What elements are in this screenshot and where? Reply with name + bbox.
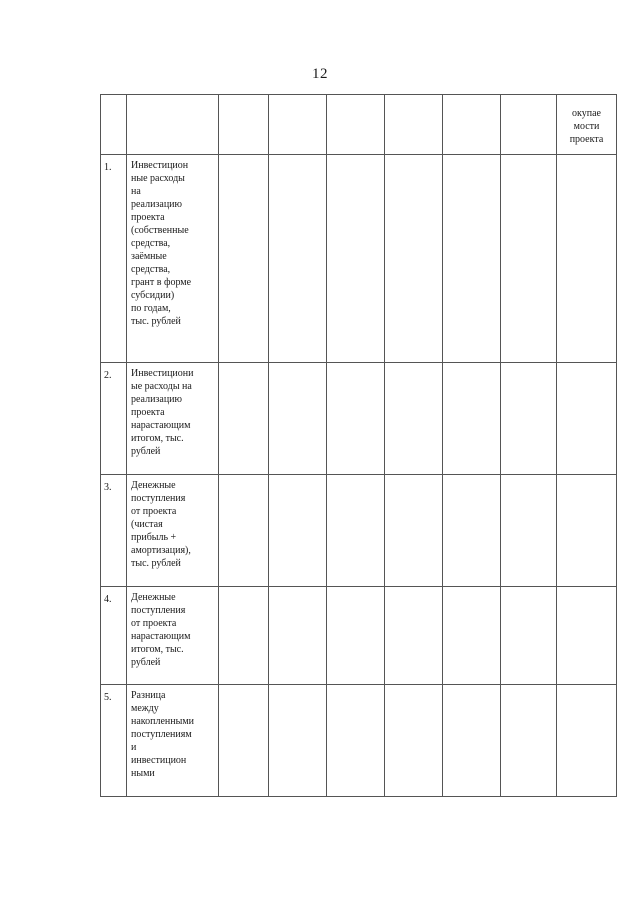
header-row <box>101 95 617 155</box>
data-cell <box>443 685 501 797</box>
data-cell <box>557 475 617 587</box>
data-cell <box>557 685 617 797</box>
table-row <box>101 155 617 363</box>
data-cell <box>219 155 269 363</box>
data-cell <box>219 685 269 797</box>
table-row <box>101 363 617 475</box>
header-cell <box>127 95 219 155</box>
data-cell <box>327 685 385 797</box>
data-cell <box>501 587 557 685</box>
row-label: Денежные поступления от проекта (чистая прибыль + амортизация), тыс. рублей <box>127 475 219 587</box>
header-cell <box>327 95 385 155</box>
page-number: 12 <box>312 66 328 82</box>
data-cell <box>385 155 443 363</box>
data-cell <box>501 685 557 797</box>
data-cell <box>501 363 557 475</box>
data-cell <box>327 475 385 587</box>
data-cell <box>385 587 443 685</box>
data-cell <box>385 475 443 587</box>
data-cell <box>385 363 443 475</box>
row-label: Денежные поступления от проекта нарастающим итогом, тыс. рублей <box>127 587 219 685</box>
row-label: Инвестициони ые расходы на реализацию проекта нарастающим итогом, тыс. рублей <box>127 363 219 475</box>
data-cell <box>557 363 617 475</box>
investment-table <box>100 94 617 797</box>
data-cell <box>443 475 501 587</box>
header-cell <box>501 95 557 155</box>
data-cell <box>269 587 327 685</box>
row-number: 1. <box>101 155 127 363</box>
data-cell <box>269 685 327 797</box>
data-cell <box>219 363 269 475</box>
header-cell <box>219 95 269 155</box>
data-cell <box>501 155 557 363</box>
row-number: 2. <box>101 363 127 475</box>
data-cell <box>385 685 443 797</box>
header-cell <box>269 95 327 155</box>
data-cell <box>269 363 327 475</box>
data-cell <box>443 587 501 685</box>
header-cell <box>385 95 443 155</box>
header-cell <box>101 95 127 155</box>
data-cell <box>443 155 501 363</box>
data-cell <box>501 475 557 587</box>
data-cell <box>327 587 385 685</box>
row-label: Разница между накопленными поступлениям и инвестицион ными <box>127 685 219 797</box>
data-cell <box>327 363 385 475</box>
row-number: 5. <box>101 685 127 797</box>
row-label: Инвестицион ные расходы на реализацию проекта (собственные средства, заёмные средства, грант в форме субсидии) по годам, тыс. рублей <box>127 155 219 363</box>
data-cell <box>269 475 327 587</box>
data-cell <box>327 155 385 363</box>
data-cell <box>219 475 269 587</box>
data-cell <box>219 587 269 685</box>
row-number: 3. <box>101 475 127 587</box>
header-cell <box>443 95 501 155</box>
data-cell <box>443 363 501 475</box>
data-cell <box>557 155 617 363</box>
payback-header-cell: окупае мости проекта <box>557 95 617 155</box>
table-row <box>101 587 617 685</box>
row-number: 4. <box>101 587 127 685</box>
table-row <box>101 475 617 587</box>
table-row <box>101 685 617 797</box>
data-cell <box>269 155 327 363</box>
data-cell <box>557 587 617 685</box>
